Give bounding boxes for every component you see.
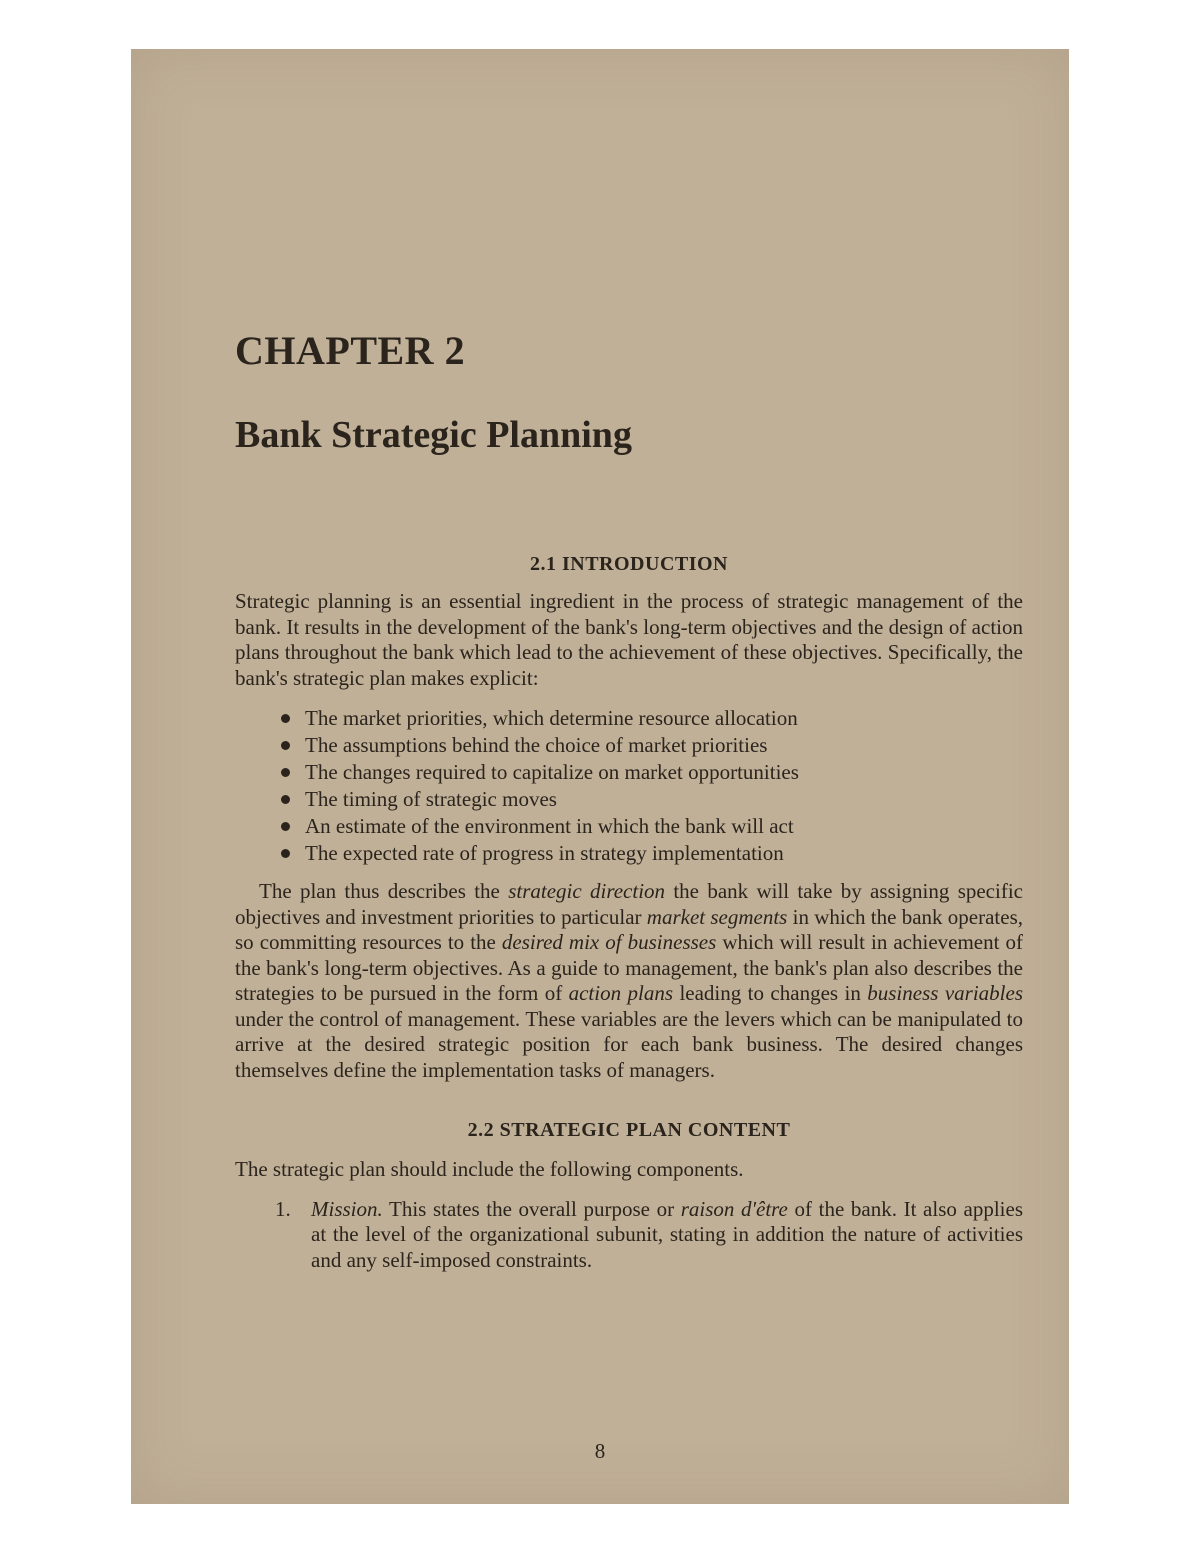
book-page xyxy=(131,49,1069,1504)
list-item-text: The market priorities, which determine resource allocation xyxy=(305,706,798,730)
plan-text-3: in which the bank operates, so committing resources to the xyxy=(235,904,1023,954)
list-item-text: The timing of strategic moves xyxy=(305,787,557,811)
components-intro: The strategic plan should include the following components. xyxy=(235,1157,744,1181)
bullet-icon xyxy=(281,741,290,750)
page-content xyxy=(235,329,1023,1273)
item-text-1: This states the overall purpose or xyxy=(382,1196,681,1221)
list-item xyxy=(281,732,1023,759)
list-item-text: The assumptions behind the choice of market priorities xyxy=(305,733,768,757)
list-item xyxy=(281,786,1023,813)
components-list xyxy=(275,1197,1023,1274)
item-number: 1. xyxy=(275,1196,291,1221)
page-number: 8 xyxy=(594,1439,606,1463)
plan-text-5: leading to changes in xyxy=(673,981,868,1005)
item-term: Mission. xyxy=(311,1196,383,1221)
list-item-text: The changes required to capitalize on market opportunities xyxy=(305,760,799,784)
bullet-icon xyxy=(281,822,290,831)
emphasis-strategic-direction: strategic direction xyxy=(508,879,666,903)
list-item xyxy=(281,705,1023,732)
list-item xyxy=(281,759,1023,786)
bullet-icon xyxy=(281,849,290,858)
list-item xyxy=(281,813,1023,840)
bullet-icon xyxy=(281,795,290,804)
emphasis-market-segments: market segments xyxy=(646,904,788,929)
plan-text-2: the bank will take by assigning specific objectives and investment priorities to particular xyxy=(235,879,1023,929)
plan-description-paragraph xyxy=(235,879,1023,1083)
list-item xyxy=(281,840,1023,867)
chapter-title: Bank Strategic Planning xyxy=(235,414,632,456)
emphasis-desired-mix: desired mix of businesses xyxy=(501,930,717,954)
item-text-2: of the bank. It also applies at the level of the organizational subunit, stating in addition the nature of activities and any self-imposed constraints. xyxy=(311,1196,1023,1272)
emphasis-raison-detre: raison d'être xyxy=(680,1196,788,1221)
section-heading-plan-content: 2.2 STRATEGIC PLAN CONTENT xyxy=(467,1119,791,1141)
plan-text-1: The plan thus describes the xyxy=(259,879,509,903)
emphasis-action-plans: action plans xyxy=(568,981,674,1005)
list-item xyxy=(275,1197,1023,1274)
list-item-text: The expected rate of progress in strategy implementation xyxy=(305,841,784,865)
plan-text-6: under the control of management. These variables are the levers which can be manipulated to arrive at the desired strategic position for each bank business. The desired changes themselves define the implementation tasks of managers. xyxy=(235,1006,1023,1082)
section-heading-introduction: 2.1 INTRODUCTION xyxy=(529,553,729,575)
bullet-icon xyxy=(281,768,290,777)
intro-paragraph: Strategic planning is an essential ingredient in the process of strategic management of the bank. It results in the development of the bank's long-term objectives and the design of action plans throughout the bank which lead to the achievement of these objectives. Specifically, the bank's strategic plan makes explicit: xyxy=(235,589,1023,690)
bullet-icon xyxy=(281,714,290,723)
plan-explicit-list xyxy=(281,705,1023,867)
emphasis-business-variables: business variables xyxy=(867,981,1023,1005)
chapter-label: CHAPTER 2 xyxy=(235,328,466,373)
list-item-text: An estimate of the environment in which the bank will act xyxy=(305,814,794,838)
plan-text-4: which will result in achievement of the bank's long-term objectives. As a guide to management, the bank's plan also describes the strategies to be pursued in the form of xyxy=(235,930,1023,1005)
